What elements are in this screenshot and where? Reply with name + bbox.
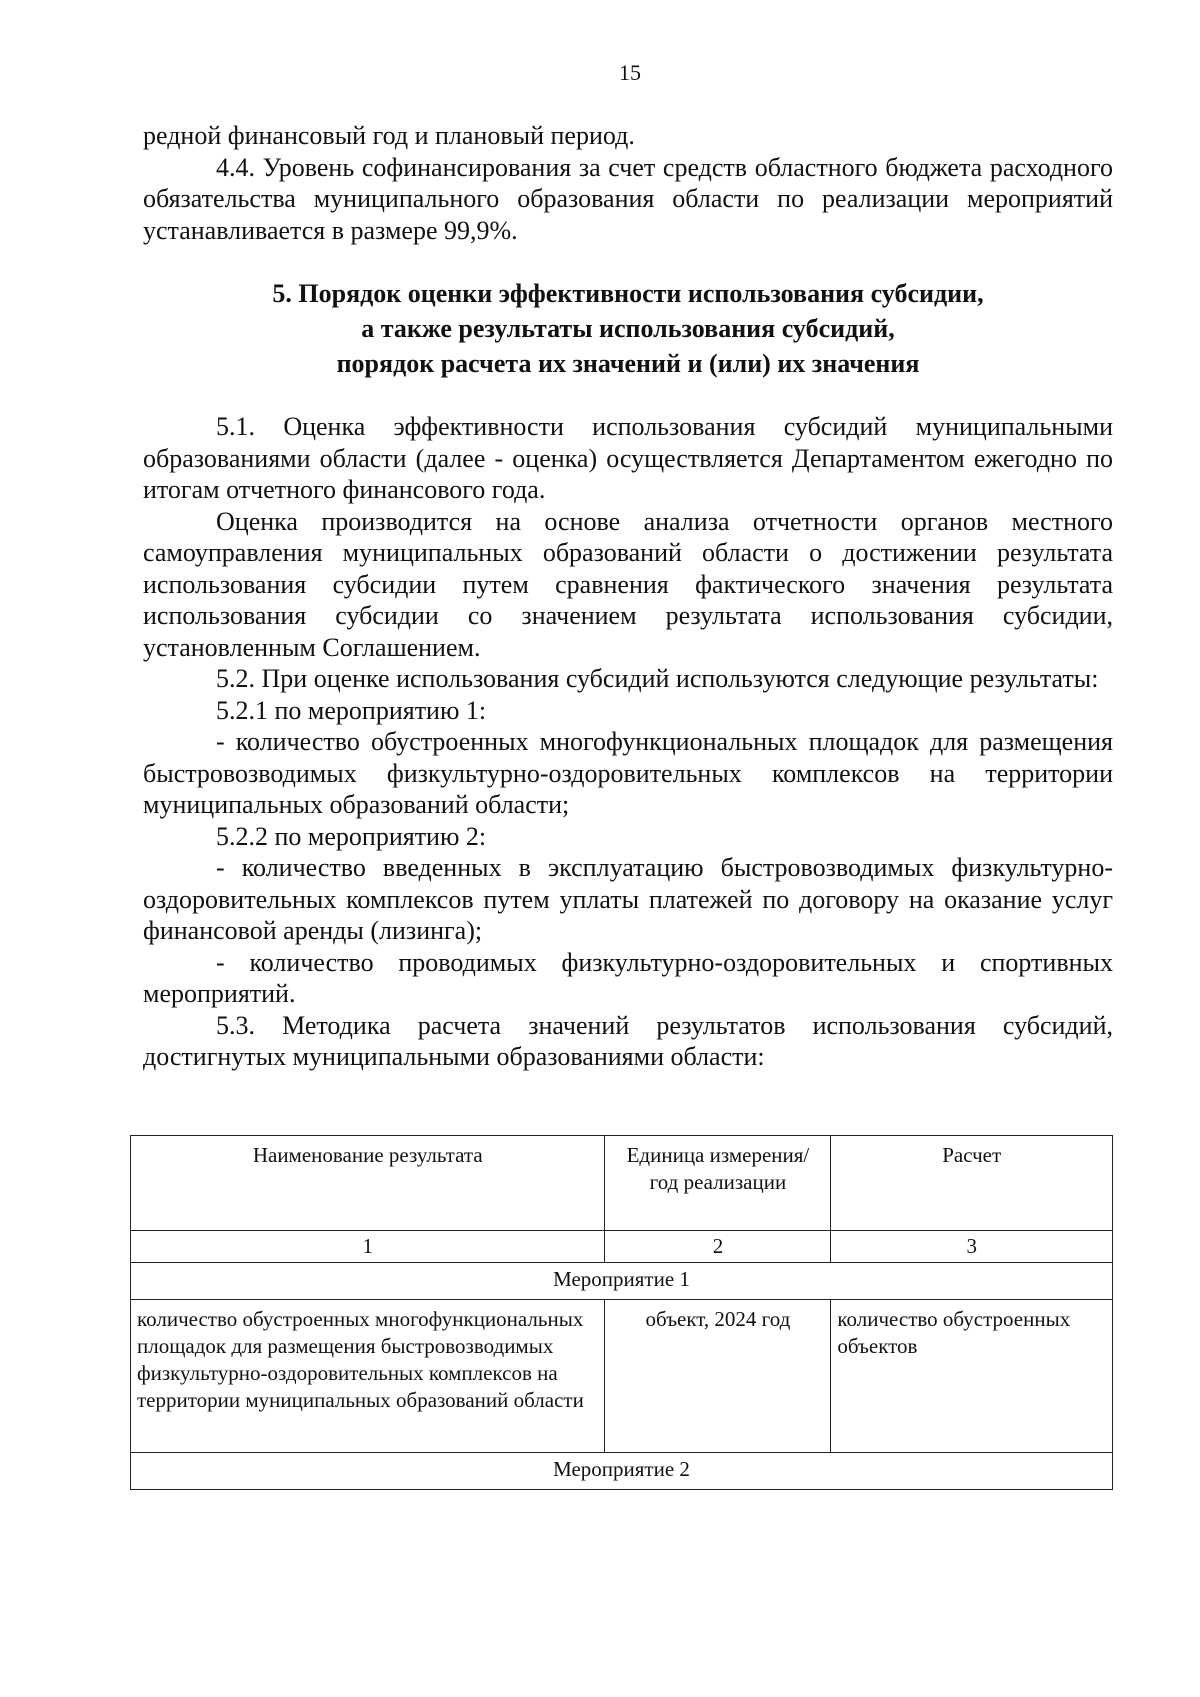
paragraph: - количество введенных в эксплуатацию быстровозводимых физкультурно-оздоровительных комплексов путем уплаты платежей по договору на оказание услуг финансовой аренды (лизинга); bbox=[143, 853, 1113, 945]
paragraph: Оценка производится на основе анализа отчетности органов местного самоуправления муниципальных образований области о достижении результата использования субсидии путем сравнения фактического значения результата использования субсидии со значением результата использования субсидии, установленным Соглашением. bbox=[143, 506, 1113, 662]
section-heading bbox=[143, 276, 1113, 381]
table-header-row bbox=[131, 1136, 1113, 1231]
table-row bbox=[131, 1300, 1113, 1453]
column-number: 2 bbox=[605, 1231, 831, 1263]
result-unit-cell: объект, 2024 год bbox=[605, 1300, 831, 1453]
header-cell: Расчет bbox=[831, 1136, 1113, 1231]
paragraph: - количество проводимых физкультурно-оздоровительных и спортивных мероприятий. bbox=[143, 947, 1113, 1008]
page-number: 15 bbox=[619, 60, 641, 85]
heading-line: 5. Порядок оценки эффективности использования субсидии, bbox=[272, 279, 984, 308]
paragraph-5-1: 5.1. Оценка эффективности использования субсидий муниципальными образованиями области (далее - оценка) осуществляется Департаментом ежегодно по итогам отчетного финансового года. bbox=[143, 412, 1113, 504]
heading-line: порядок расчета их значений и (или) их значения bbox=[336, 349, 920, 378]
paragraph-5-2-1: 5.2.1 по мероприятию 1: bbox=[216, 695, 487, 725]
paragraph-5-2: 5.2. При оценке использования субсидий используются следующие результаты: bbox=[216, 664, 1099, 693]
header-cell: Единица измерения/ год реализации bbox=[605, 1136, 831, 1231]
result-name-cell: количество обустроенных многофункциональных площадок для размещения быстровозводимых физкультурно-оздоровительных комплексов на территории муниципальных образований области bbox=[131, 1300, 605, 1453]
body-text bbox=[143, 120, 1113, 1073]
column-number: 3 bbox=[831, 1231, 1113, 1263]
section-label: Мероприятие 2 bbox=[131, 1453, 1113, 1490]
table-number-row bbox=[131, 1231, 1113, 1263]
heading-line: а также результаты использования субсидий, bbox=[361, 314, 895, 343]
paragraph: редной финансовый год и плановый период. bbox=[143, 121, 635, 150]
section-label: Мероприятие 1 bbox=[131, 1263, 1113, 1300]
result-calc-cell: количество обустроенных объектов bbox=[831, 1300, 1113, 1453]
results-table bbox=[130, 1135, 1113, 1490]
paragraph-5-2-2: 5.2.2 по мероприятию 2: bbox=[216, 821, 487, 851]
paragraph-5-3: 5.3. Методика расчета значений результатов использования субсидий, достигнутых муниципальными образованиями области: bbox=[143, 1010, 1113, 1071]
table-section-row bbox=[131, 1263, 1113, 1300]
paragraph-4-4: 4.4. Уровень софинансирования за счет средств областного бюджета расходного обязательства муниципального образования области по реализации мероприятий устанавливается в размере 99,9%. bbox=[143, 152, 1113, 245]
paragraph: - количество обустроенных многофункциональных площадок для размещения быстровозводимых физкультурно-оздоровительных комплексов на территории муниципальных образований области; bbox=[143, 727, 1113, 819]
table-section-row bbox=[131, 1453, 1113, 1490]
column-number: 1 bbox=[131, 1231, 605, 1263]
header-cell: Наименование результата bbox=[131, 1136, 605, 1231]
